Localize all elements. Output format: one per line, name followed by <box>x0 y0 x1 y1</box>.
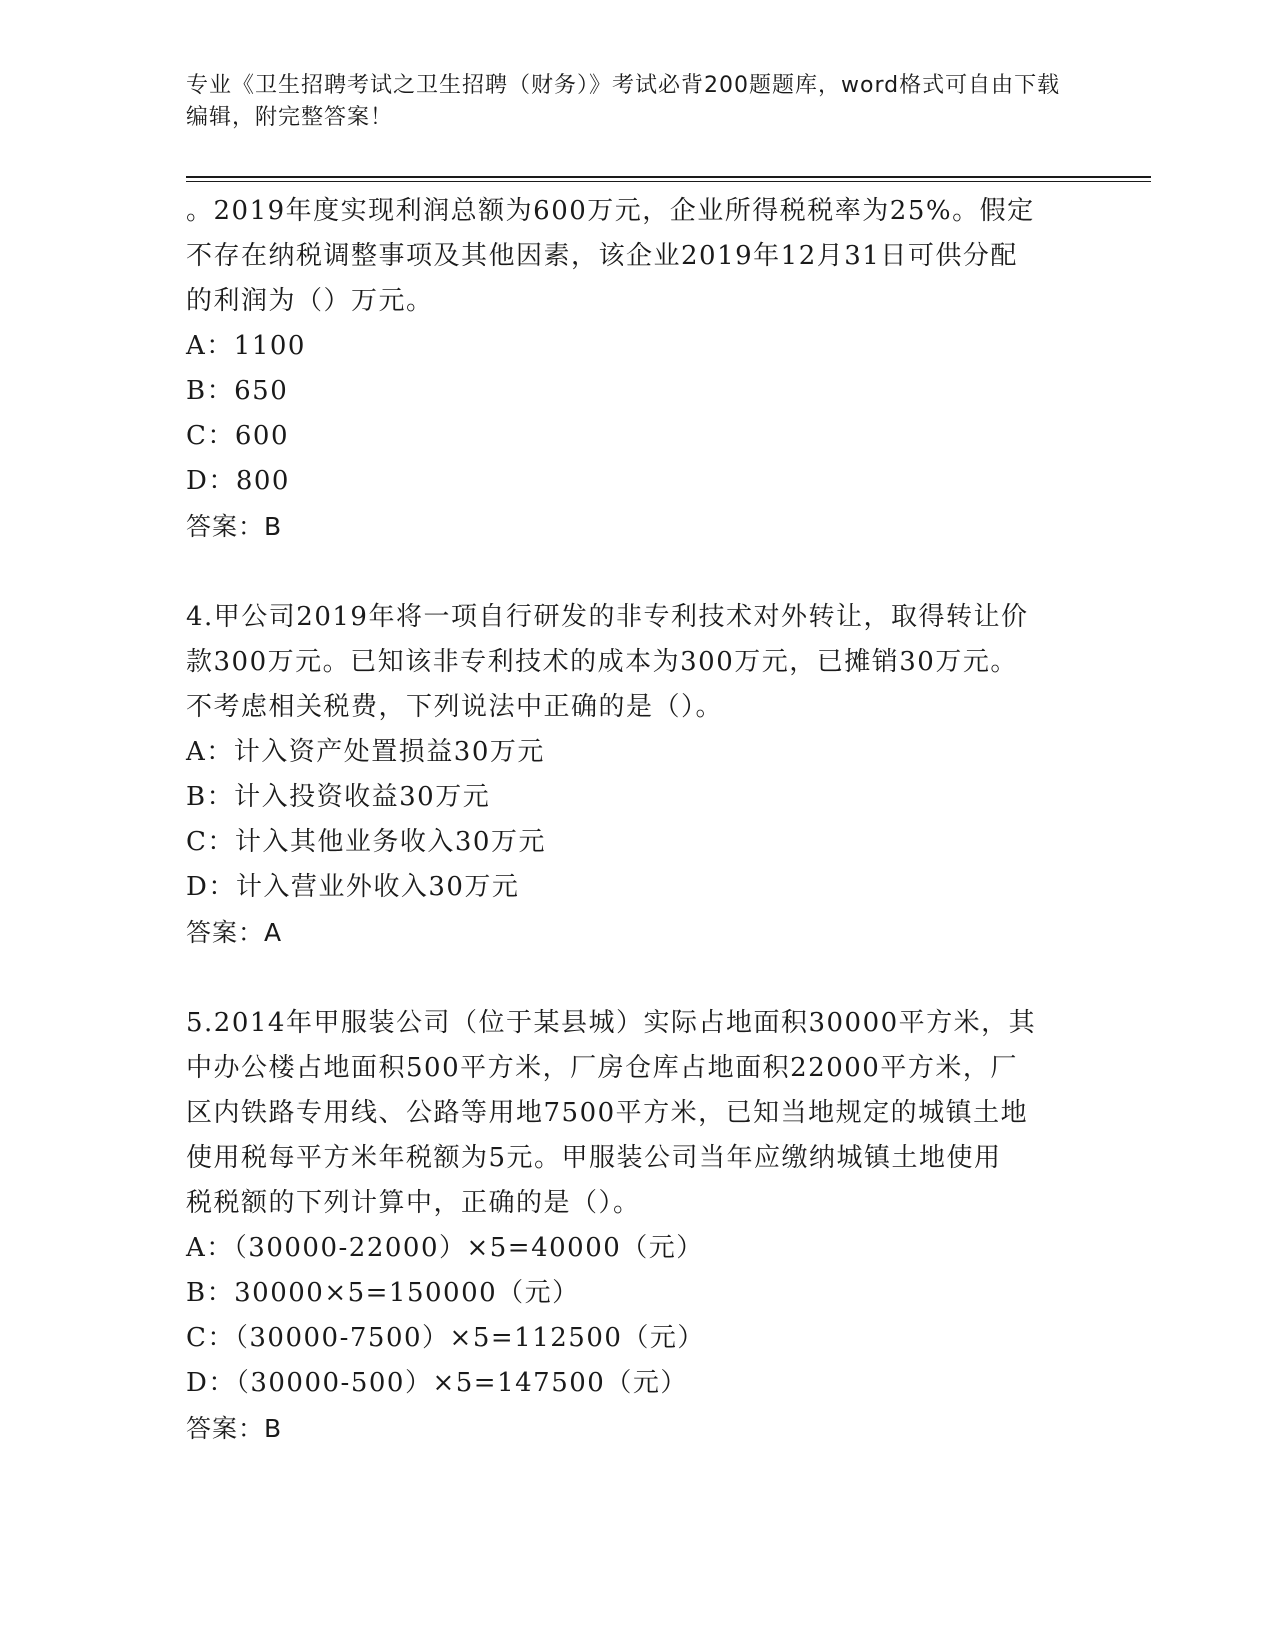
option-a: A：1100 <box>186 331 306 361</box>
question-stem-line: 4.甲公司2019年将一项自行研发的非专利技术对外转让，取得转让价 <box>186 602 1029 632</box>
document-header: 专业《卫生招聘考试之卫生招聘（财务）》考试必背200题题库，word格式可自由下载编辑，附完整答案！ <box>186 73 1061 130</box>
option-b: B：30000×5=150000（元） <box>186 1278 580 1308</box>
question-stem-line: 不存在纳税调整事项及其他因素，该企业2019年12月31日可供分配 <box>186 241 1018 271</box>
option-a: A：计入资产处置损益30万元 <box>186 737 545 767</box>
question-stem-line: 使用税每平方米年税额为5元。甲服装公司当年应缴纳城镇土地使用 <box>186 1143 1002 1173</box>
question-list <box>186 189 1086 1451</box>
question-item <box>186 595 1086 955</box>
question-item <box>186 189 1086 549</box>
question-stem-line: 。2019年度实现利润总额为600万元，企业所得税税率为25%。假定 <box>186 196 1035 226</box>
question-stem-line: 不考虑相关税费，下列说法中正确的是（）。 <box>186 692 724 722</box>
option-d: D：（30000-500）×5=147500（元） <box>186 1368 688 1398</box>
question-stem-line: 的利润为（）万元。 <box>186 286 434 316</box>
question-stem-line: 5.2014年甲服装公司（位于某县城）实际占地面积30000平方米，其 <box>186 1008 1037 1038</box>
option-b: B：650 <box>186 376 289 406</box>
option-a: A：（30000-22000）×5=40000（元） <box>186 1233 704 1263</box>
header-divider-thick <box>186 176 1151 178</box>
option-d: D：计入营业外收入30万元 <box>186 872 520 902</box>
option-d: D：800 <box>186 466 290 496</box>
answer-line: 答案：A <box>186 918 283 947</box>
question-item <box>186 1001 1086 1451</box>
option-c: C：600 <box>186 421 290 451</box>
option-b: B：计入投资收益30万元 <box>186 782 491 812</box>
option-c: C：计入其他业务收入30万元 <box>186 827 546 857</box>
question-stem-line: 中办公楼占地面积500平方米，厂房仓库占地面积22000平方米，厂 <box>186 1053 1018 1083</box>
question-stem-line: 区内铁路专用线、公路等用地7500平方米，已知当地规定的城镇土地 <box>186 1098 1029 1128</box>
header-divider-thin <box>186 181 1151 182</box>
answer-line: 答案：B <box>186 1414 283 1443</box>
question-stem-line: 税税额的下列计算中，正确的是（）。 <box>186 1188 641 1218</box>
question-stem-line: 款300万元。已知该非专利技术的成本为300万元，已摊销30万元。 <box>186 647 1018 677</box>
option-c: C：（30000-7500）×5=112500（元） <box>186 1323 705 1353</box>
answer-line: 答案：B <box>186 512 283 541</box>
